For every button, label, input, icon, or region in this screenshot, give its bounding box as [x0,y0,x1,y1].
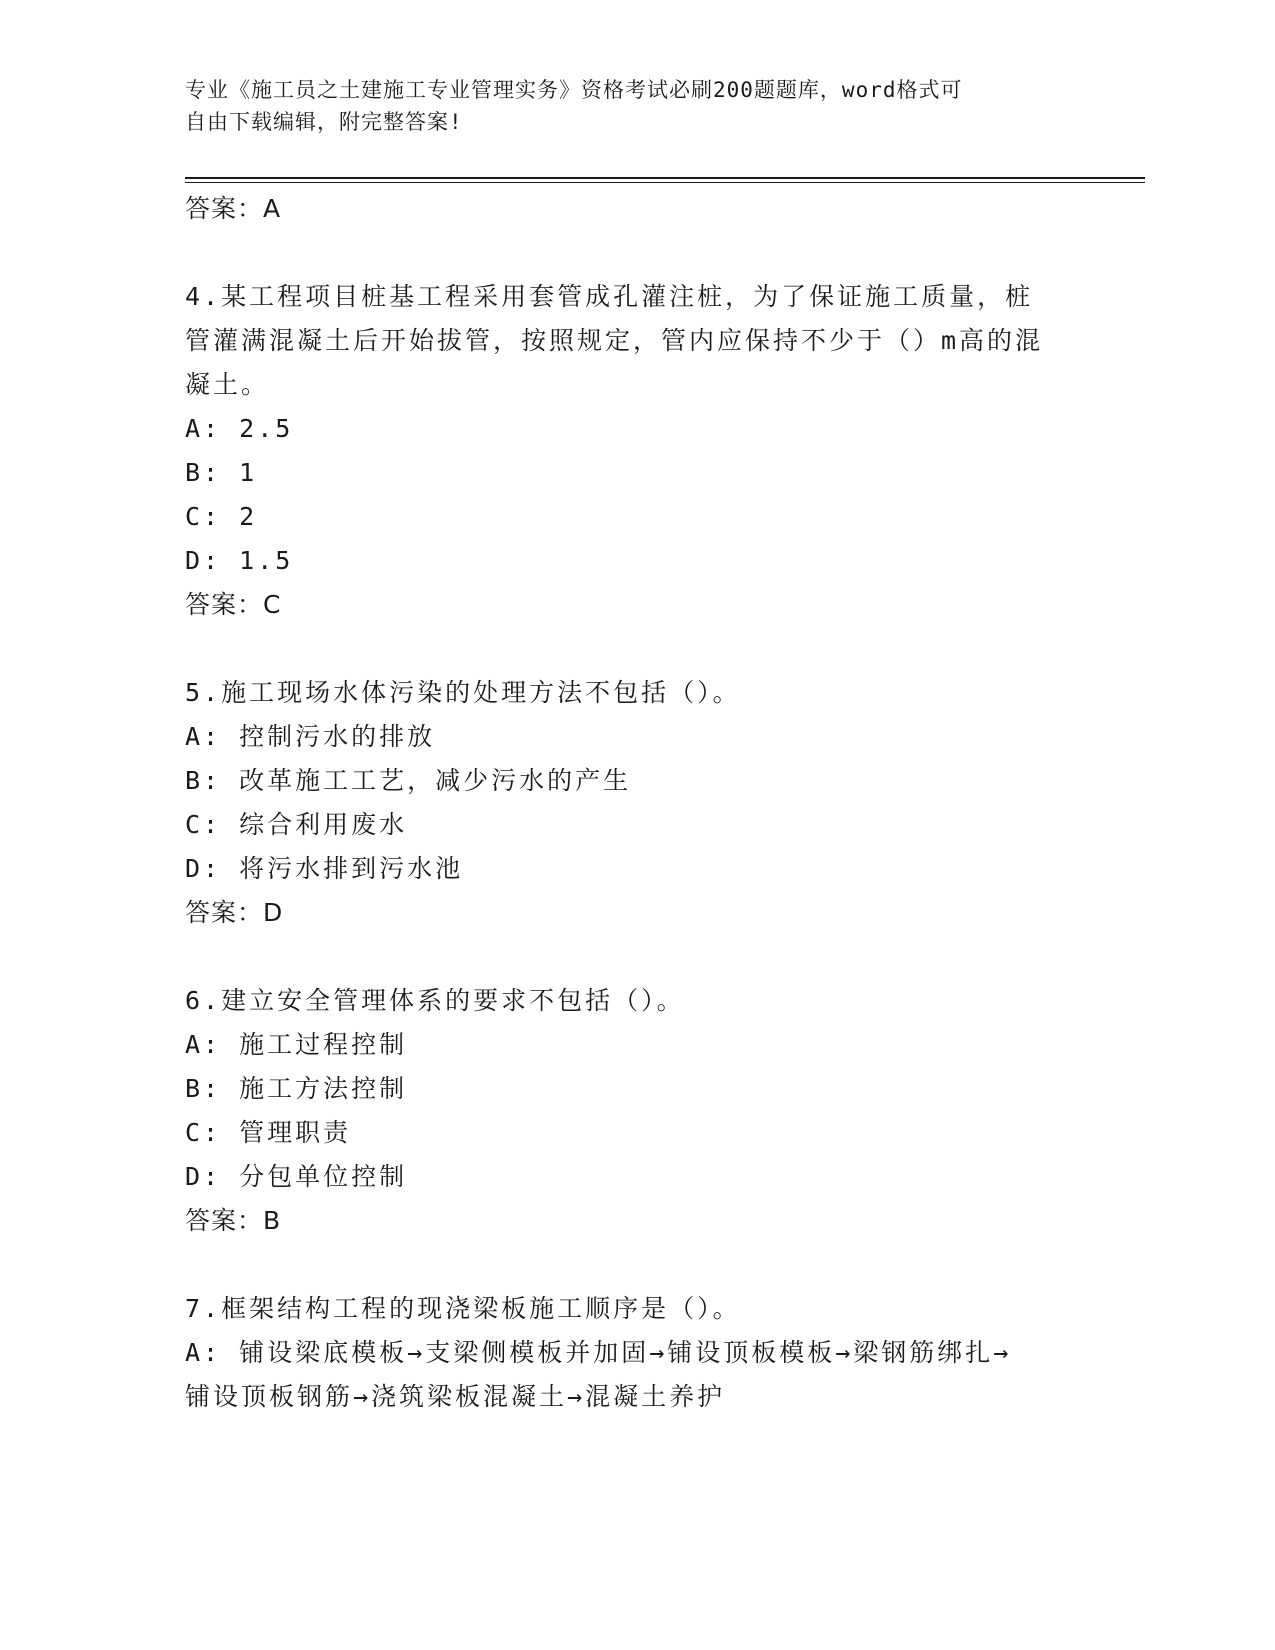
question-7-option-a-line-2: 铺设顶板钢筋→浇筑梁板混凝土→混凝土养护 [185,1382,726,1411]
question-5-option-b: B: 改革施工工艺，减少污水的产生 [185,766,632,795]
question-7-option-a-line-1: A: 铺设梁底模板→支梁侧模板并加固→铺设顶板模板→梁钢筋绑扎→ [185,1338,1012,1367]
question-4-stem-line-1: 4.某工程项目桩基工程采用套管成孔灌注桩，为了保证施工质量，桩 [185,282,1034,311]
answer-5: 答案：D [185,898,284,927]
document-header [185,74,1065,138]
question-4-stem-line-3: 凝土。 [185,370,270,399]
header-rule-thin [185,182,1145,183]
question-4-option-b: B: 1 [185,458,258,487]
question-4-option-d: D: 1.5 [185,546,294,575]
answer-6: 答案：B [185,1206,282,1235]
question-6-option-a: A: 施工过程控制 [185,1030,408,1059]
question-6-option-d: D: 分包单位控制 [185,1162,408,1191]
question-4-option-c: C: 2 [185,502,258,531]
header-line-1: 专业《施工员之土建施工专业管理实务》资格考试必刷200题题库，word格式可 [185,78,963,102]
question-5-option-a: A: 控制污水的排放 [185,722,436,751]
question-4-option-a: A: 2.5 [185,414,294,443]
question-4-stem-line-2: 管灌满混凝土后开始拔管，按照规定，管内应保持不少于（）m高的混 [185,326,1044,355]
question-6-stem: 6.建立安全管理体系的要求不包括（）。 [185,986,685,1015]
header-line-2: 自由下载编辑，附完整答案! [185,110,463,134]
question-5-option-d: D: 将污水排到污水池 [185,854,464,883]
question-6-option-b: B: 施工方法控制 [185,1074,408,1103]
question-5-stem: 5.施工现场水体污染的处理方法不包括（）。 [185,678,741,707]
answer-4: 答案：C [185,590,282,619]
answer-3: 答案：A [185,194,282,223]
question-7-stem: 7.框架结构工程的现浇梁板施工顺序是（）。 [185,1294,741,1323]
header-rule-thick [185,177,1145,179]
question-6-option-c: C: 管理职责 [185,1118,352,1147]
question-5-option-c: C: 综合利用废水 [185,810,408,839]
